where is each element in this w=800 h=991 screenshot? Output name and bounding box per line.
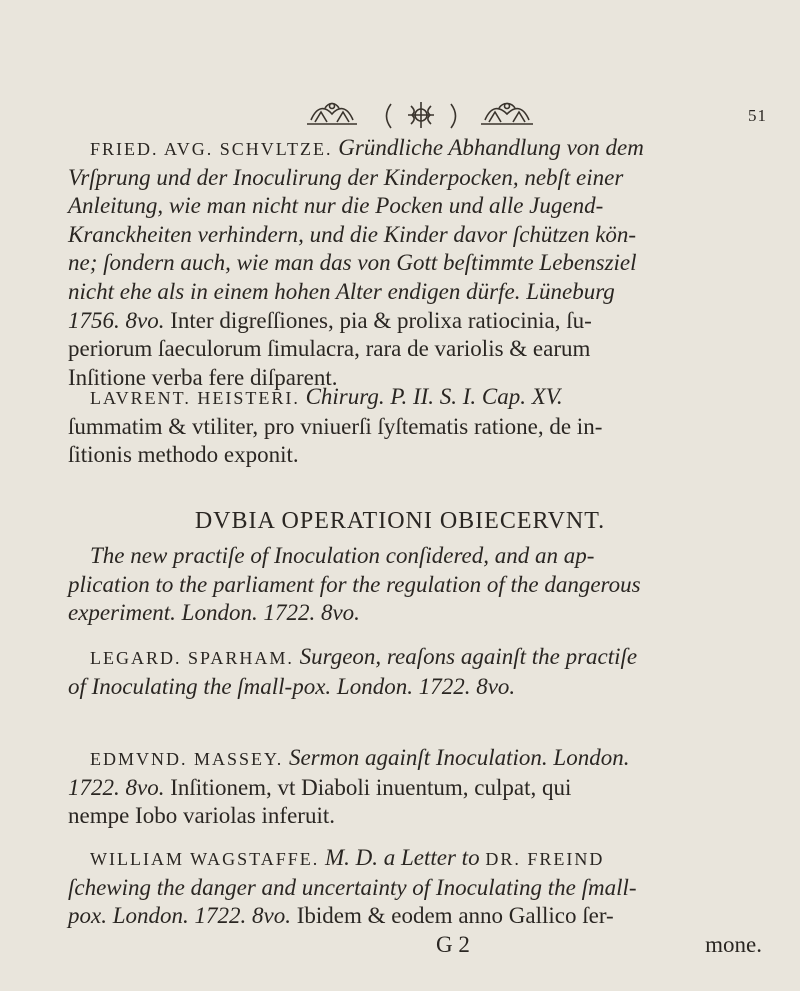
entry-line: Kranckheiten verhindern, und die Kinder davor ſchützen kön- [68,221,637,247]
entry-line: LAVRENT. HEISTERI. Chirurg. P. II. S. I. Cap. XV. [90,384,563,409]
entry-line: pox. London. 1722. 8vo. Ibidem & eodem anno Gallico ſer- [68,903,614,929]
entry-line: ne; ſondern auch, wie man das von Gott beſtimmte Lebensziel [68,250,637,276]
entry-line: The new practiſe of Inoculation conſidered, and an ap- [90,543,595,568]
entry-line: Vrſprung und der Inoculirung der Kinderpocken, nebſt einer [68,164,624,190]
entry-line: nempe Iobo variolas inferuit. [68,803,335,829]
section-heading: DVBIA OPERATIONI OBIECERVNT. [194,508,606,534]
entry-line: Anleitung, wie man nicht nur die Pocken und alle Jugend- [68,193,604,219]
page-footer [68,931,764,960]
entry-line: nicht ehe als in einem hohen Alter endigen dürfe. Lüneburg [68,278,615,304]
entry-line: EDMVND. MASSEY. Sermon againſt Inoculation. London. [90,745,630,770]
entry-line: 1756. 8vo. Inter digreſſiones, pia & prolixa ratiocinia, ſu- [68,307,592,333]
page-header [0,98,800,134]
page-number: 51 [748,106,767,125]
bibliography-entry [68,844,764,959]
fleuron-ornament-icon [381,98,461,132]
entry-line: of Inoculating the ſmall-pox. London. 1722. 8vo. [68,673,516,699]
entry-line: periorum ſaeculorum ſimulacra, rara de variolis & earum [68,336,591,362]
bibliography-entry [68,542,764,628]
entry-line: ſummatim & vtiliter, pro vniuerſi ſyſtematis ratione, de in- [68,413,603,439]
entry-line: 1722. 8vo. Inſitionem, vt Diaboli inuentum, culpat, qui [68,774,572,800]
entry-line: experiment. London. 1722. 8vo. [68,600,360,626]
bibliography-entry [68,744,764,831]
entry-line: plication to the parliament for the regulation of the dangerous [68,571,641,597]
entry-line: WILLIAM WAGSTAFFE. M. D. a Letter to DR. FREIND [90,845,605,870]
signature-mark: G 2 [436,931,470,957]
printer-ornament-icon [303,98,361,128]
bibliography-entry [68,383,764,470]
entry-line: Inſitione verba fere diſparent. [68,364,338,390]
catchword: mone. [705,931,762,957]
entry-line: FRIED. AVG. SCHVLTZE. Gründliche Abhandlung von dem [90,135,644,160]
entry-line: LEGARD. SPARHAM. Surgeon, reaſons againſt the practiſe [90,644,638,669]
printer-ornament-icon [477,98,537,128]
bibliography-entry [68,643,764,701]
entry-line: ſitionis methodo exponit. [68,442,299,468]
bibliography-entry [68,134,764,392]
entry-line: ſchewing the danger and uncertainty of Inoculating the ſmall- [68,874,637,900]
